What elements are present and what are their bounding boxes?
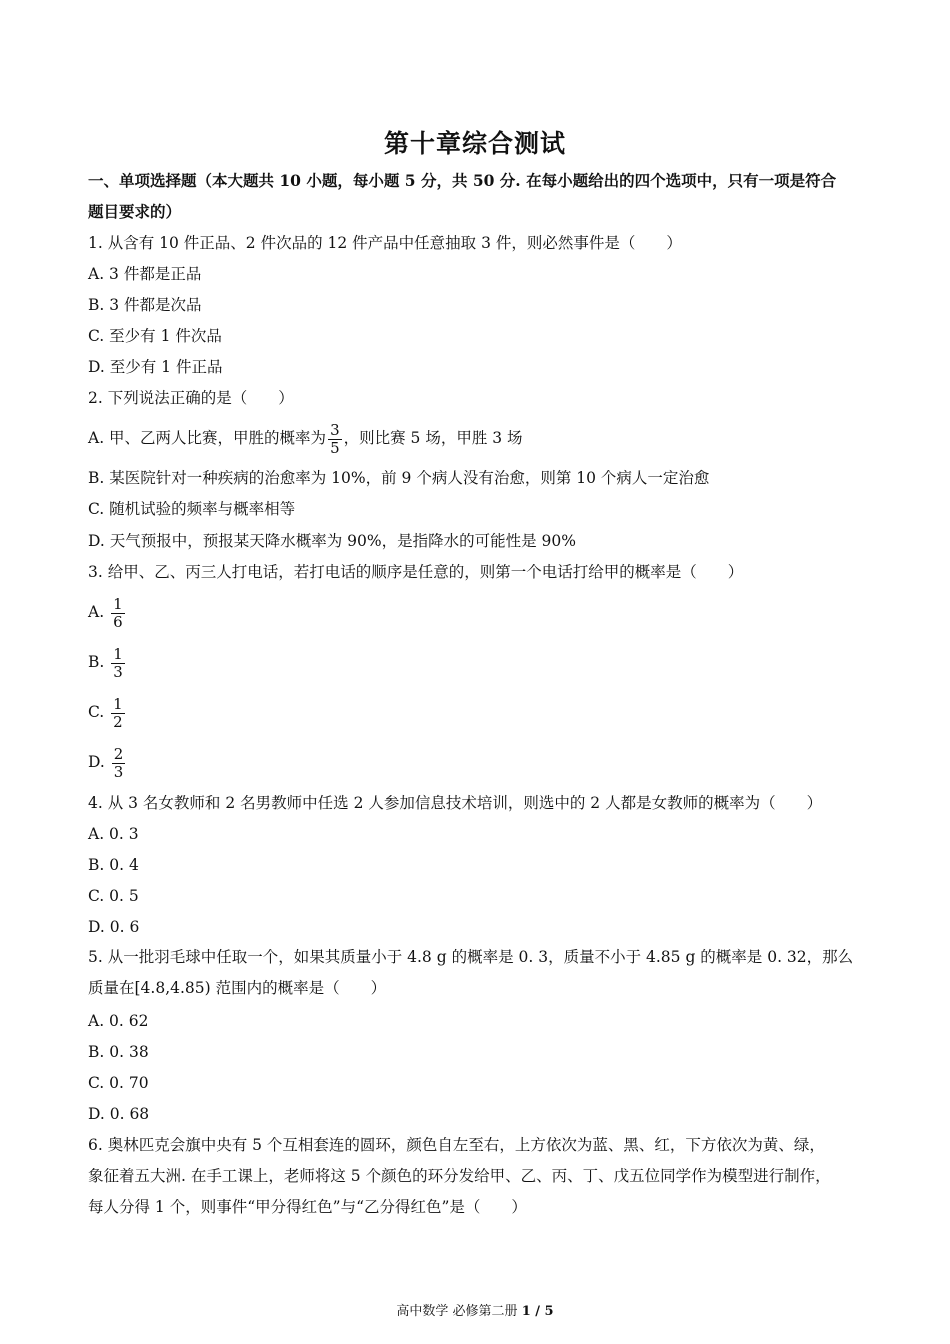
question-3-stem: 3. 给甲、乙、丙三人打电话，若打电话的顺序是任意的，则第一个电话打给甲的概率是（ ） [88, 563, 744, 581]
fraction-denominator: 3 [113, 762, 124, 781]
option-label: A. [88, 603, 105, 621]
q3-option-b [88, 642, 127, 682]
q5-option-d: D. 0. 68 [88, 1105, 150, 1123]
fraction [328, 422, 342, 457]
q1-option-c: C. 至少有 1 件次品 [88, 327, 222, 345]
question-4-stem: 4. 从 3 名女教师和 2 名男教师中任选 2 人参加信息技术培训，则选中的 2 人都是女教师的概率为（ ） [88, 794, 823, 812]
q3-option-c [88, 692, 127, 732]
question-2-stem: 2. 下列说法正确的是（ ） [88, 389, 294, 407]
question-6-stem: 6. 奥林匹克会旗中央有 5 个互相套连的圆环，颜色自左至右，上方依次为蓝、黑、红，下方依次为黄、绿， [88, 1136, 825, 1154]
section-heading: 一、单项选择题（本大题共 10 小题，每小题 5 分，共 50 分. 在每小题给出的四个选项中，只有一项是符合 [88, 171, 837, 190]
section-heading-cont: 题目要求的） [88, 202, 182, 221]
fraction [111, 596, 125, 631]
q4-option-c: C. 0. 5 [88, 887, 139, 905]
q1-option-a: A. 3 件都是正品 [88, 265, 202, 283]
option-label: D. [88, 753, 105, 771]
fraction-numerator: 3 [330, 420, 340, 439]
q4-option-b: B. 0. 4 [88, 856, 139, 874]
page-footer [0, 1300, 950, 1319]
fraction-denominator: 3 [113, 662, 123, 681]
q3-option-d [88, 742, 127, 782]
fraction-denominator: 2 [113, 712, 123, 731]
q2-option-d: D. 天气预报中，预报某天降水概率为 90%，是指降水的可能性是 90% [88, 532, 576, 550]
question-6-stem-cont: 象征着五大洲. 在手工课上，老师将这 5 个颜色的环分发给甲、乙、丙、丁、戊五位同学作为模型进行制作， [88, 1167, 831, 1185]
q1-option-d: D. 至少有 1 件正品 [88, 358, 223, 376]
q2-option-a [88, 418, 523, 458]
q5-option-a: A. 0. 62 [88, 1012, 149, 1030]
q4-option-a: A. 0. 3 [88, 825, 139, 843]
q4-option-d: D. 0. 6 [88, 918, 140, 936]
page-number: 1 / 5 [521, 1304, 554, 1319]
q2-option-a-text-end: ，则比赛 5 场，甲胜 3 场 [343, 429, 523, 447]
fraction-numerator: 2 [113, 744, 124, 763]
q2-option-a-text: A. 甲、乙两人比赛，甲胜的概率为 [88, 429, 327, 447]
fraction-denominator: 6 [113, 612, 123, 631]
question-5-stem: 5. 从一批羽毛球中任取一个，如果其质量小于 4.8 g 的概率是 0. 3，质量不小于 4.85 g 的概率是 0. 32，那么 [88, 948, 854, 966]
footer-text: 高中数学 必修第二册 [396, 1304, 522, 1319]
question-5-stem-cont: 质量在[4.8,4.85) 范围内的概率是（ ） [88, 979, 387, 997]
question-1-stem: 1. 从含有 10 件正品、2 件次品的 12 件产品中任意抽取 3 件，则必然事件是（ ） [88, 234, 682, 252]
fraction-numerator: 1 [113, 694, 123, 713]
fraction-numerator: 1 [113, 594, 123, 613]
q2-option-c: C. 随机试验的频率与概率相等 [88, 500, 296, 518]
q5-option-b: B. 0. 38 [88, 1043, 149, 1061]
fraction [112, 746, 126, 781]
q1-option-b: B. 3 件都是次品 [88, 296, 202, 314]
option-label: C. [88, 703, 105, 721]
fraction [111, 696, 125, 731]
q2-option-b: B. 某医院针对一种疾病的治愈率为 10%，前 9 个病人没有治愈，则第 10 个病人一定治愈 [88, 469, 710, 487]
page-title: 第十章综合测试 [383, 129, 566, 158]
q5-option-c: C. 0. 70 [88, 1074, 149, 1092]
question-6-stem-cont2: 每人分得 1 个，则事件“甲分得红色”与“乙分得红色”是（ ） [88, 1198, 527, 1216]
fraction-denominator: 5 [330, 438, 340, 457]
option-label: B. [88, 653, 105, 671]
fraction [111, 646, 125, 681]
q3-option-a [88, 592, 127, 632]
fraction-numerator: 1 [113, 644, 123, 663]
